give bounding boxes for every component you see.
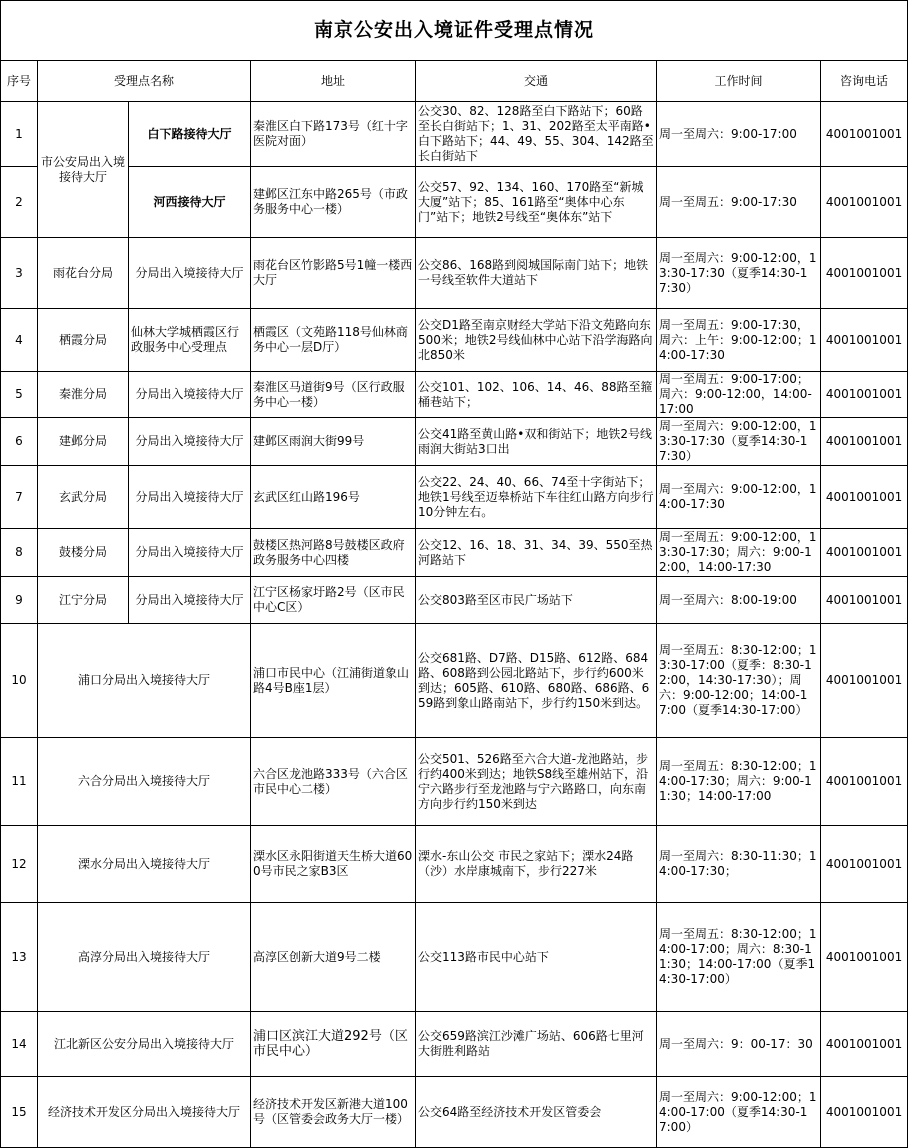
row-hours: 周一至周五：8:30-12:00；13:30-17:00（夏季：8:30-12:00，14:30-17:30）；周六：9:00-12:00；14:00-17:00（夏季14:30-17:00） [657,624,821,738]
table-row [1,238,908,309]
row-group: 鼓楼分局 [38,529,129,577]
row-traffic: 公交101、102、106、14、46、88路至箍桶巷站下； [416,372,657,418]
row-no: 11 [1,738,38,826]
row-no: 13 [1,903,38,1012]
row-group: 玄武分局 [38,466,129,529]
row-no: 1 [1,102,38,167]
row-name: 白下路接待大厅 [129,102,251,167]
row-phone: 4001001001 [821,577,908,624]
row-no: 14 [1,1012,38,1077]
row-name: 分局出入境接待大厅 [129,418,251,466]
row-hours: 周一至周六：9：00-17：30 [657,1012,821,1077]
row-traffic: 公交57、92、134、160、170路至“新城大厦”站下；85、161路至“奥体中心东门”站下；地铁2号线至“奥体东”站下 [416,167,657,238]
row-address: 浦口市民中心（江浦街道象山路4号B座1层） [251,624,416,738]
table-row [1,577,908,624]
row-no: 8 [1,529,38,577]
row-phone: 4001001001 [821,529,908,577]
header-traffic: 交通 [416,61,657,102]
row-address: 浦口区滨江大道292号（区市民中心） [251,1012,416,1077]
row-phone: 4001001001 [821,738,908,826]
row-name: 河西接待大厅 [129,167,251,238]
row-name: 分局出入境接待大厅 [129,529,251,577]
row-name: 江北新区公安分局出入境接待大厅 [38,1012,251,1077]
row-traffic: 公交64路至经济技术开发区管委会 [416,1077,657,1148]
row-hours: 周一至周六：8:30-11:30；14:00-17:30； [657,826,821,903]
row-traffic: 公交803路至区市民广场站下 [416,577,657,624]
row-phone: 4001001001 [821,826,908,903]
row-group: 建邺分局 [38,418,129,466]
row-traffic: 公交659路滨江沙滩广场站、606路七里河大街胜利路站 [416,1012,657,1077]
row-no: 7 [1,466,38,529]
table-row [1,102,908,167]
table-row [1,1077,908,1148]
row-name: 六合分局出入境接待大厅 [38,738,251,826]
row-group: 栖霞分局 [38,309,129,372]
row-hours: 周一至周五：9:00-17:30，周六：上午：9:00-12:00；14:00-17:30 [657,309,821,372]
row-group: 秦淮分局 [38,372,129,418]
row-no: 9 [1,577,38,624]
row-hours: 周一至周六：9:00-12:00，14:00-17:30 [657,466,821,529]
header-address: 地址 [251,61,416,102]
table-row [1,529,908,577]
row-traffic: 公交D1路至南京财经大学站下沿文苑路向东500米；地铁2号线仙林中心站下沿学海路向北850米 [416,309,657,372]
row-hours: 周一至周五：9:00-12:00，13:30-17:30；周六：9:00-12:00，14:00-17:30 [657,529,821,577]
row-address: 玄武区红山路196号 [251,466,416,529]
row-traffic: 公交41路至黄山路•双和街站下；地铁2号线雨润大街站3口出 [416,418,657,466]
row-hours: 周一至周五：9:00-17:00；周六：9:00-12:00，14:00-17:00 [657,372,821,418]
row-name: 仙林大学城栖霞区行政服务中心受理点 [129,309,251,372]
row-group: 市公安局出入境接待大厅 [38,102,129,238]
row-phone: 4001001001 [821,102,908,167]
row-no: 2 [1,167,38,238]
row-address: 建邺区江东中路265号（市政务服务中心一楼） [251,167,416,238]
row-traffic: 公交30、82、128路至白下路站下；60路至长白街站下；1、31、202路至太平南路•白下路站下；44、49、55、304、142路至长白街站下 [416,102,657,167]
page-title: 南京公安出入境证件受理点情况 [1,1,908,61]
row-traffic: 溧水-东山公交 市民之家站下；溧水24路（沙）水岸康城南下，步行227米 [416,826,657,903]
row-address: 江宁区杨家圩路2号（区市民中心C区） [251,577,416,624]
row-phone: 4001001001 [821,309,908,372]
row-hours: 周一至周五：8:30-12:00；14:00-17:00；周六：8:30-11:30；14:00-17:00（夏季14:30-17:00） [657,903,821,1012]
table-row [1,903,908,1012]
row-name: 溧水分局出入境接待大厅 [38,826,251,903]
row-no: 10 [1,624,38,738]
header-no: 序号 [1,61,38,102]
row-group: 雨花台分局 [38,238,129,309]
row-address: 秦淮区白下路173号（红十字医院对面） [251,102,416,167]
row-address: 溧水区永阳街道天生桥大道600号市民之家B3区 [251,826,416,903]
row-no: 6 [1,418,38,466]
row-address: 秦淮区马道街9号（区行政服务中心一楼） [251,372,416,418]
row-phone: 4001001001 [821,624,908,738]
row-phone: 4001001001 [821,418,908,466]
table-row [1,738,908,826]
row-no: 3 [1,238,38,309]
header-hours: 工作时间 [657,61,821,102]
row-phone: 4001001001 [821,238,908,309]
row-no: 4 [1,309,38,372]
row-phone: 4001001001 [821,1077,908,1148]
row-name: 浦口分局出入境接待大厅 [38,624,251,738]
row-name: 分局出入境接待大厅 [129,577,251,624]
row-group: 江宁分局 [38,577,129,624]
row-hours: 周一至周六：9:00-12:00，13:30-17:30（夏季14:30-17:30） [657,418,821,466]
row-phone: 4001001001 [821,466,908,529]
header-name: 受理点名称 [38,61,251,102]
row-traffic: 公交86、168路到阅城国际南门站下；地铁一号线至软件大道站下 [416,238,657,309]
row-address: 栖霞区（文苑路118号仙林商务中心一层D厅） [251,309,416,372]
title-row [1,1,908,61]
row-hours: 周一至周六：8:00-19:00 [657,577,821,624]
row-name: 分局出入境接待大厅 [129,372,251,418]
table-row [1,624,908,738]
row-no: 5 [1,372,38,418]
row-traffic: 公交113路市民中心站下 [416,903,657,1012]
row-address: 雨花台区竹影路5号1幢一楼西大厅 [251,238,416,309]
row-no: 15 [1,1077,38,1148]
row-traffic: 公交12、16、18、31、34、39、550至热河路站下 [416,529,657,577]
table-row [1,1012,908,1077]
row-hours: 周一至周五：8:30-12:00；14:00-17:30；周六：9:00-11:30；14:00-17:00 [657,738,821,826]
header-row [1,61,908,102]
row-traffic: 公交22、24、40、66、74至十字街站下；地铁1号线至迈皋桥站下车往红山路方向步行10分钟左右。 [416,466,657,529]
header-phone: 咨询电话 [821,61,908,102]
row-name: 分局出入境接待大厅 [129,466,251,529]
row-name: 分局出入境接待大厅 [129,238,251,309]
row-phone: 4001001001 [821,1012,908,1077]
table-row [1,372,908,418]
row-address: 六合区龙池路333号（六合区市民中心二楼） [251,738,416,826]
row-address: 建邺区雨润大街99号 [251,418,416,466]
table-row [1,418,908,466]
row-no: 12 [1,826,38,903]
table-row [1,826,908,903]
row-phone: 4001001001 [821,903,908,1012]
row-name: 高淳分局出入境接待大厅 [38,903,251,1012]
table-row [1,309,908,372]
row-phone: 4001001001 [821,372,908,418]
row-address: 鼓楼区热河路8号鼓楼区政府政务服务中心四楼 [251,529,416,577]
row-name: 经济技术开发区分局出入境接待大厅 [38,1077,251,1148]
table-row [1,466,908,529]
row-hours: 周一至周六：9:00-12:00，13:30-17:30（夏季14:30-17:30） [657,238,821,309]
row-traffic: 公交501、526路至六合大道-龙池路站，步行约400米到达；地铁S8线至雄州站下，沿宁六路步行至龙池路与宁六路路口，向东南方向步行约150米到达 [416,738,657,826]
row-address: 高淳区创新大道9号二楼 [251,903,416,1012]
row-traffic: 公交681路、D7路、D15路、612路、684路、608路到公园北路站下，步行约600米到达；605路、610路、680路、686路、659路到象山路南站下，步行约150米到达。 [416,624,657,738]
table-row [1,167,908,238]
row-address: 经济技术开发区新港大道100号（区管委会政务大厅一楼） [251,1077,416,1148]
row-hours: 周一至周六：9:00-12:00；14:00-17:00（夏季14:30-17:00） [657,1077,821,1148]
row-phone: 4001001001 [821,167,908,238]
row-hours: 周一至周六：9:00-17:00 [657,102,821,167]
row-hours: 周一至周五：9:00-17:30 [657,167,821,238]
